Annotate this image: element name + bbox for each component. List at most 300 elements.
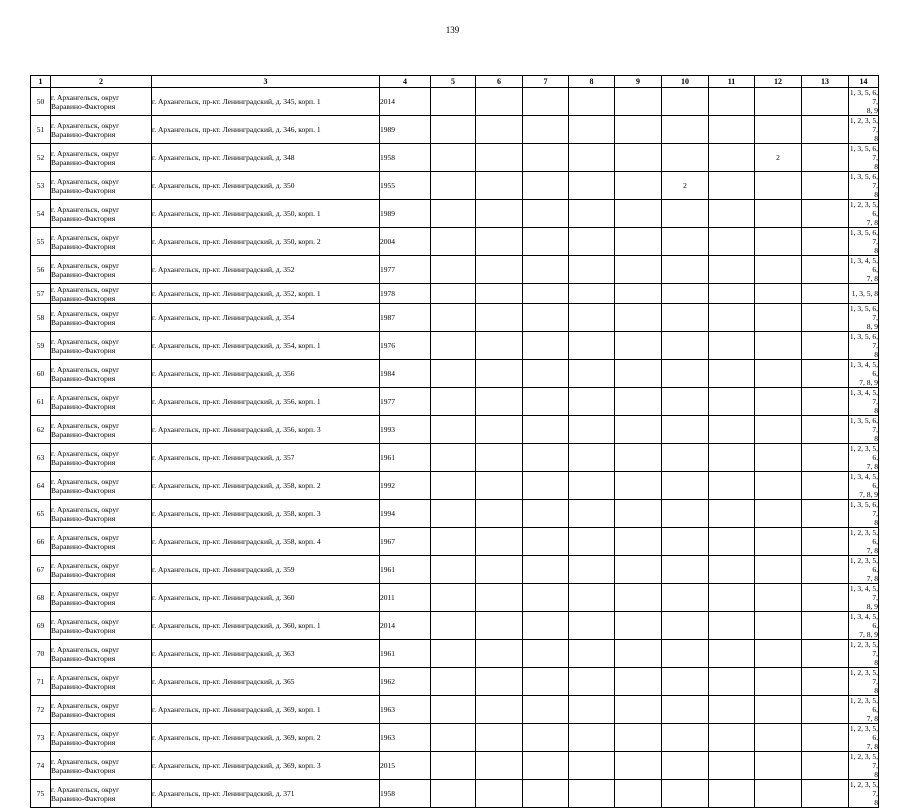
year-cell: 2011 xyxy=(380,584,431,612)
codes-line: 1, 3, 5, 6, 7, xyxy=(849,144,878,162)
district-cell xyxy=(51,88,152,116)
col-7-cell xyxy=(523,416,569,444)
col-10-cell xyxy=(662,472,709,500)
col-9-cell xyxy=(615,88,662,116)
col-9-cell xyxy=(615,116,662,144)
district-line-1: г. Архангельск, округ xyxy=(51,232,120,242)
district-line-1: г. Архангельск, округ xyxy=(51,504,120,514)
col-9-cell xyxy=(615,200,662,228)
column-header-12: 12 xyxy=(755,76,802,88)
district-line-1: г. Архангельск, округ xyxy=(51,336,120,346)
codes-cell xyxy=(849,640,879,668)
table-body xyxy=(31,88,879,808)
address-cell: г. Архангельск, пр-кт. Ленинградский, д. 350, корп. 2 xyxy=(152,228,380,256)
column-header-10: 10 xyxy=(662,76,709,88)
col-6-cell xyxy=(476,752,523,780)
year-cell: 1992 xyxy=(380,472,431,500)
col-13-cell xyxy=(802,696,849,724)
codes-cell xyxy=(849,472,879,500)
col-7-cell xyxy=(523,200,569,228)
col-12-cell xyxy=(755,640,802,668)
district-line-2: Варавино-Фактория xyxy=(51,401,116,411)
district-line-2: Варавино-Фактория xyxy=(51,569,116,579)
codes-line: 1, 2, 3, 5, 6, xyxy=(849,724,878,742)
col-6-cell xyxy=(476,500,523,528)
year-cell: 2014 xyxy=(380,88,431,116)
col-5-cell xyxy=(431,304,476,332)
col-7-cell xyxy=(523,584,569,612)
codes-line: 8 xyxy=(874,246,878,255)
col-8-cell xyxy=(569,360,615,388)
table-row xyxy=(31,88,879,116)
codes-line: 7, 8 xyxy=(866,714,878,723)
col-10-cell xyxy=(662,284,709,304)
col-9-cell xyxy=(615,556,662,584)
col-12-cell xyxy=(755,416,802,444)
year-cell: 1987 xyxy=(380,304,431,332)
col-8-cell xyxy=(569,284,615,304)
col-7-cell xyxy=(523,780,569,808)
district-line-2: Варавино-Фактория xyxy=(51,625,116,635)
col-6-cell xyxy=(476,640,523,668)
col-7-cell xyxy=(523,88,569,116)
district-cell xyxy=(51,332,152,360)
col-5-cell xyxy=(431,780,476,808)
codes-cell xyxy=(849,444,879,472)
codes-line: 1, 3, 5, 6, 7, xyxy=(849,332,878,350)
codes-line: 1, 3, 4, 5, 6, xyxy=(849,256,878,274)
col-12-cell xyxy=(755,612,802,640)
col-7-cell xyxy=(523,640,569,668)
codes-line: 7, 8 xyxy=(866,742,878,751)
codes-cell xyxy=(849,556,879,584)
address-cell: г. Архангельск, пр-кт. Ленинградский, д. 359 xyxy=(152,556,380,584)
col-12-cell xyxy=(755,528,802,556)
col-10-cell xyxy=(662,388,709,416)
col-10-cell xyxy=(662,752,709,780)
row-number: 50 xyxy=(31,88,51,116)
district-cell xyxy=(51,304,152,332)
col-12-cell: 2 xyxy=(755,144,802,172)
col-5-cell xyxy=(431,284,476,304)
col-7-cell xyxy=(523,116,569,144)
col-13-cell xyxy=(802,416,849,444)
col-11-cell xyxy=(709,416,755,444)
codes-line: 8 xyxy=(874,434,878,443)
district-line-1: г. Архангельск, округ xyxy=(51,176,120,186)
year-cell: 1977 xyxy=(380,256,431,284)
row-number: 57 xyxy=(31,284,51,304)
col-8-cell xyxy=(569,256,615,284)
codes-line: 1, 3, 4, 5, 6, xyxy=(849,612,878,630)
row-number: 51 xyxy=(31,116,51,144)
col-11-cell xyxy=(709,144,755,172)
col-13-cell xyxy=(802,584,849,612)
codes-line: 7, 8, 9 xyxy=(859,630,878,639)
codes-line: 8 xyxy=(874,350,878,359)
codes-line: 1, 2, 3, 5, 6, xyxy=(849,200,878,218)
col-9-cell xyxy=(615,172,662,200)
col-12-cell xyxy=(755,200,802,228)
col-8-cell xyxy=(569,144,615,172)
col-13-cell xyxy=(802,332,849,360)
col-6-cell xyxy=(476,256,523,284)
col-5-cell xyxy=(431,696,476,724)
col-8-cell xyxy=(569,304,615,332)
codes-line: 8 xyxy=(874,686,878,695)
col-11-cell xyxy=(709,116,755,144)
district-line-2: Варавино-Фактория xyxy=(51,185,116,195)
year-cell: 2014 xyxy=(380,612,431,640)
col-9-cell xyxy=(615,144,662,172)
col-11-cell xyxy=(709,780,755,808)
col-12-cell xyxy=(755,228,802,256)
codes-cell xyxy=(849,500,879,528)
col-10-cell xyxy=(662,780,709,808)
col-11-cell xyxy=(709,88,755,116)
district-cell xyxy=(51,556,152,584)
year-cell: 1976 xyxy=(380,332,431,360)
district-line-2: Варавино-Фактория xyxy=(51,293,116,303)
col-6-cell xyxy=(476,200,523,228)
district-line-2: Варавино-Фактория xyxy=(51,157,116,167)
col-9-cell xyxy=(615,780,662,808)
col-9-cell xyxy=(615,612,662,640)
col-13-cell xyxy=(802,556,849,584)
district-line-2: Варавино-Фактория xyxy=(51,317,116,327)
col-10-cell xyxy=(662,228,709,256)
district-cell xyxy=(51,696,152,724)
year-cell: 1962 xyxy=(380,668,431,696)
district-cell xyxy=(51,780,152,808)
year-cell: 1977 xyxy=(380,388,431,416)
row-number: 74 xyxy=(31,752,51,780)
col-5-cell xyxy=(431,752,476,780)
col-9-cell xyxy=(615,304,662,332)
table-row xyxy=(31,668,879,696)
codes-line: 8 xyxy=(874,190,878,199)
table-row xyxy=(31,388,879,416)
district-line-2: Варавино-Фактория xyxy=(51,737,116,747)
district-line-1: г. Архангельск, округ xyxy=(51,448,120,458)
codes-cell xyxy=(849,200,879,228)
table-row xyxy=(31,332,879,360)
col-9-cell xyxy=(615,640,662,668)
codes-line: 8 xyxy=(874,770,878,779)
district-cell xyxy=(51,752,152,780)
col-13-cell xyxy=(802,144,849,172)
page-number: 139 xyxy=(445,25,460,35)
codes-line: 8 xyxy=(874,406,878,415)
col-10-cell xyxy=(662,88,709,116)
col-12-cell xyxy=(755,304,802,332)
col-9-cell xyxy=(615,584,662,612)
address-cell: г. Архангельск, пр-кт. Ленинградский, д. 354, корп. 1 xyxy=(152,332,380,360)
column-header-6: 6 xyxy=(476,76,523,88)
col-5-cell xyxy=(431,668,476,696)
district-cell xyxy=(51,612,152,640)
district-cell xyxy=(51,228,152,256)
col-10-cell xyxy=(662,696,709,724)
district-line-1: г. Архангельск, округ xyxy=(51,120,120,130)
column-header-5: 5 xyxy=(431,76,476,88)
col-5-cell xyxy=(431,416,476,444)
col-6-cell xyxy=(476,360,523,388)
col-5-cell xyxy=(431,88,476,116)
col-10-cell xyxy=(662,528,709,556)
district-line-2: Варавино-Фактория xyxy=(51,429,116,439)
col-8-cell xyxy=(569,388,615,416)
col-12-cell xyxy=(755,444,802,472)
col-9-cell xyxy=(615,228,662,256)
codes-line: 1, 2, 3, 5, 6, xyxy=(849,444,878,462)
row-number: 70 xyxy=(31,640,51,668)
codes-cell xyxy=(849,88,879,116)
col-5-cell xyxy=(431,612,476,640)
codes-line: 1, 3, 4, 5, 6, xyxy=(849,472,878,490)
col-13-cell xyxy=(802,360,849,388)
col-13-cell xyxy=(802,228,849,256)
col-9-cell xyxy=(615,284,662,304)
column-header-3: 3 xyxy=(152,76,380,88)
codes-line: 1, 3, 4, 5, 6, xyxy=(849,360,878,378)
col-7-cell xyxy=(523,228,569,256)
codes-line: 1, 3, 4, 5, 7, xyxy=(849,584,878,602)
district-line-2: Варавино-Фактория xyxy=(51,345,116,355)
col-7-cell xyxy=(523,724,569,752)
row-number: 65 xyxy=(31,500,51,528)
column-header-11: 11 xyxy=(709,76,755,88)
district-line-2: Варавино-Фактория xyxy=(51,129,116,139)
col-9-cell xyxy=(615,472,662,500)
col-5-cell xyxy=(431,500,476,528)
address-cell: г. Архангельск, пр-кт. Ленинградский, д. 365 xyxy=(152,668,380,696)
row-number: 67 xyxy=(31,556,51,584)
col-6-cell xyxy=(476,584,523,612)
district-line-1: г. Архангельск, округ xyxy=(51,616,120,626)
col-7-cell xyxy=(523,284,569,304)
row-number: 53 xyxy=(31,172,51,200)
district-line-1: г. Архангельск, округ xyxy=(51,476,120,486)
district-line-2: Варавино-Фактория xyxy=(51,653,116,663)
table-row xyxy=(31,556,879,584)
row-number: 72 xyxy=(31,696,51,724)
codes-cell xyxy=(849,284,879,304)
col-8-cell xyxy=(569,200,615,228)
row-number: 73 xyxy=(31,724,51,752)
col-8-cell xyxy=(569,752,615,780)
district-cell xyxy=(51,144,152,172)
col-7-cell xyxy=(523,256,569,284)
district-cell xyxy=(51,640,152,668)
col-6-cell xyxy=(476,172,523,200)
district-line-1: г. Архангельск, округ xyxy=(51,364,120,374)
col-6-cell xyxy=(476,88,523,116)
codes-line: 1, 2, 3, 5, 7, xyxy=(849,116,878,134)
year-cell: 1961 xyxy=(380,640,431,668)
address-cell: г. Архангельск, пр-кт. Ленинградский, д. 358, корп. 2 xyxy=(152,472,380,500)
col-9-cell xyxy=(615,724,662,752)
codes-line: 8 xyxy=(874,162,878,171)
codes-line: 8 xyxy=(874,658,878,667)
address-cell: г. Архангельск, пр-кт. Ленинградский, д. 354 xyxy=(152,304,380,332)
col-10-cell xyxy=(662,612,709,640)
col-6-cell xyxy=(476,332,523,360)
year-cell: 2015 xyxy=(380,752,431,780)
table-row xyxy=(31,144,879,172)
col-13-cell xyxy=(802,472,849,500)
district-line-1: г. Архангельск, округ xyxy=(51,260,120,270)
district-cell xyxy=(51,360,152,388)
codes-line: 1, 3, 5, 6, 7, xyxy=(849,500,878,518)
col-12-cell xyxy=(755,116,802,144)
district-line-1: г. Архангельск, округ xyxy=(51,728,120,738)
district-line-2: Варавино-Фактория xyxy=(51,597,116,607)
district-line-2: Варавино-Фактория xyxy=(51,709,116,719)
codes-line: 7, 8 xyxy=(866,574,878,583)
col-8-cell xyxy=(569,724,615,752)
col-11-cell xyxy=(709,500,755,528)
col-8-cell xyxy=(569,416,615,444)
col-9-cell xyxy=(615,444,662,472)
col-5-cell xyxy=(431,640,476,668)
year-cell: 1958 xyxy=(380,144,431,172)
table-row xyxy=(31,284,879,304)
col-8-cell xyxy=(569,88,615,116)
col-13-cell xyxy=(802,724,849,752)
col-11-cell xyxy=(709,640,755,668)
row-number: 71 xyxy=(31,668,51,696)
codes-line: 7, 8 xyxy=(866,274,878,283)
col-11-cell xyxy=(709,472,755,500)
col-7-cell xyxy=(523,752,569,780)
col-12-cell xyxy=(755,696,802,724)
col-5-cell xyxy=(431,556,476,584)
col-13-cell xyxy=(802,172,849,200)
codes-line: 1, 3, 5, 6, 7, xyxy=(849,304,878,322)
address-cell: г. Архангельск, пр-кт. Ленинградский, д. 358, корп. 4 xyxy=(152,528,380,556)
col-5-cell xyxy=(431,116,476,144)
col-8-cell xyxy=(569,172,615,200)
col-8-cell xyxy=(569,696,615,724)
codes-line: 8, 9 xyxy=(866,322,878,331)
col-11-cell xyxy=(709,752,755,780)
codes-cell xyxy=(849,388,879,416)
year-cell: 1984 xyxy=(380,360,431,388)
address-cell: г. Архангельск, пр-кт. Ленинградский, д. 360 xyxy=(152,584,380,612)
district-line-1: г. Архангельск, округ xyxy=(51,672,120,682)
table-row xyxy=(31,116,879,144)
col-8-cell xyxy=(569,228,615,256)
col-13-cell xyxy=(802,500,849,528)
address-cell: г. Архангельск, пр-кт. Ленинградский, д. 369, корп. 1 xyxy=(152,696,380,724)
col-6-cell xyxy=(476,388,523,416)
codes-cell xyxy=(849,612,879,640)
col-12-cell xyxy=(755,88,802,116)
housing-register-table xyxy=(30,75,879,808)
codes-cell xyxy=(849,416,879,444)
table-row xyxy=(31,444,879,472)
col-9-cell xyxy=(615,528,662,556)
row-number: 55 xyxy=(31,228,51,256)
col-7-cell xyxy=(523,444,569,472)
district-cell xyxy=(51,724,152,752)
col-10-cell xyxy=(662,332,709,360)
codes-cell xyxy=(849,696,879,724)
col-5-cell xyxy=(431,584,476,612)
col-6-cell xyxy=(476,416,523,444)
row-number: 75 xyxy=(31,780,51,808)
codes-line: 7, 8, 9 xyxy=(859,378,878,387)
col-12-cell xyxy=(755,172,802,200)
district-cell xyxy=(51,116,152,144)
district-cell xyxy=(51,500,152,528)
address-cell: г. Архангельск, пр-кт. Ленинградский, д. 356, корп. 1 xyxy=(152,388,380,416)
col-7-cell xyxy=(523,696,569,724)
column-header-14: 14 xyxy=(849,76,879,88)
col-7-cell xyxy=(523,304,569,332)
row-number: 62 xyxy=(31,416,51,444)
row-number: 63 xyxy=(31,444,51,472)
col-11-cell xyxy=(709,360,755,388)
col-12-cell xyxy=(755,284,802,304)
year-cell: 1955 xyxy=(380,172,431,200)
col-7-cell xyxy=(523,472,569,500)
col-13-cell xyxy=(802,388,849,416)
col-8-cell xyxy=(569,500,615,528)
col-6-cell xyxy=(476,444,523,472)
codes-cell xyxy=(849,144,879,172)
district-cell xyxy=(51,668,152,696)
year-cell: 1967 xyxy=(380,528,431,556)
col-5-cell xyxy=(431,528,476,556)
row-number: 61 xyxy=(31,388,51,416)
district-line-2: Варавино-Фактория xyxy=(51,765,116,775)
col-11-cell xyxy=(709,172,755,200)
district-line-1: г. Архангельск, округ xyxy=(51,700,120,710)
table-row xyxy=(31,416,879,444)
col-9-cell xyxy=(615,696,662,724)
col-10-cell xyxy=(662,144,709,172)
codes-line: 7, 8 xyxy=(866,462,878,471)
col-11-cell xyxy=(709,228,755,256)
col-5-cell xyxy=(431,332,476,360)
address-cell: г. Архангельск, пр-кт. Ленинградский, д. 350 xyxy=(152,172,380,200)
codes-cell xyxy=(849,228,879,256)
table-row xyxy=(31,360,879,388)
col-10-cell xyxy=(662,444,709,472)
col-6-cell xyxy=(476,696,523,724)
col-11-cell xyxy=(709,284,755,304)
district-line-2: Варавино-Фактория xyxy=(51,457,116,467)
district-line-1: г. Архангельск, округ xyxy=(51,148,120,158)
codes-line: 1, 2, 3, 5, 7, xyxy=(849,780,878,798)
address-cell: г. Архангельск, пр-кт. Ленинградский, д. 346, корп. 1 xyxy=(152,116,380,144)
district-line-1: г. Архангельск, округ xyxy=(51,92,120,102)
year-cell: 1963 xyxy=(380,724,431,752)
district-line-1: г. Архангельск, округ xyxy=(51,532,120,542)
address-cell: г. Архангельск, пр-кт. Ленинградский, д. 352, корп. 1 xyxy=(152,284,380,304)
codes-line: 1, 2, 3, 5, 6, xyxy=(849,528,878,546)
codes-line: 1, 2, 3, 5, 7, xyxy=(849,640,878,658)
district-line-2: Варавино-Фактория xyxy=(51,513,116,523)
col-12-cell xyxy=(755,500,802,528)
col-9-cell xyxy=(615,668,662,696)
district-line-2: Варавино-Фактория xyxy=(51,681,116,691)
col-13-cell xyxy=(802,88,849,116)
table-row xyxy=(31,500,879,528)
col-9-cell xyxy=(615,416,662,444)
